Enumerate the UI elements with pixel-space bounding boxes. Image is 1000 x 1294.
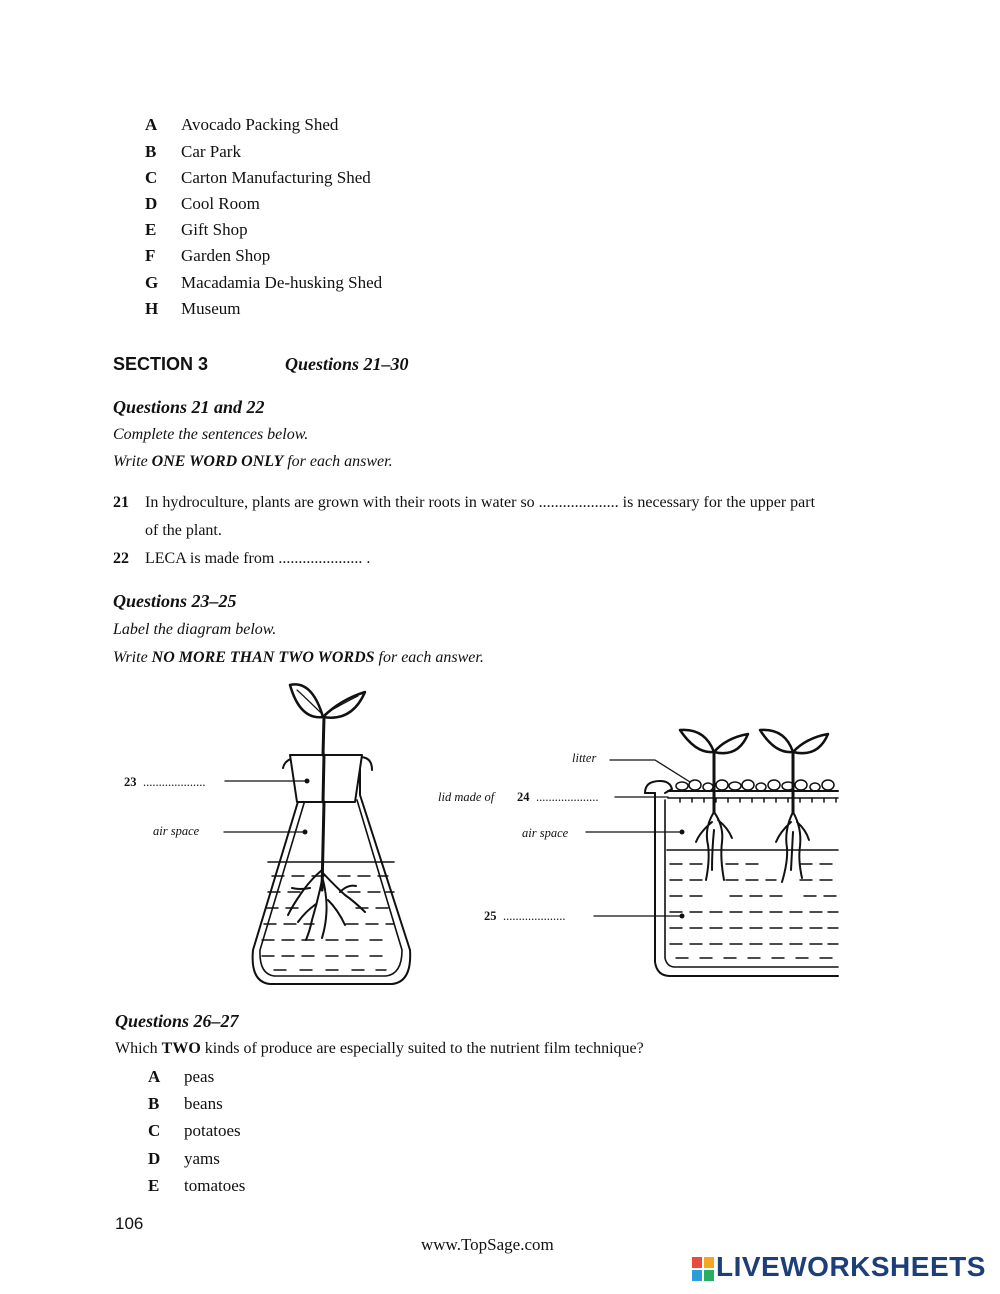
option-label-beans[interactable]: beans — [184, 1094, 223, 1113]
location-letter-d: D — [145, 194, 158, 213]
question-21-number: 21 — [113, 494, 129, 511]
option-label-potatoes[interactable]: potatoes — [184, 1121, 241, 1140]
option-letter-d[interactable]: D — [148, 1149, 161, 1168]
question-22-number: 22 — [113, 550, 129, 567]
flask-cup — [290, 755, 362, 802]
flask-diagram — [224, 684, 410, 984]
footer-url: www.TopSage.com — [421, 1235, 554, 1254]
tank-water-dashes — [670, 864, 838, 958]
q23-25-instruction-2: Write NO MORE THAN TWO WORDS for each answer. — [113, 649, 484, 666]
flask-water-dashes — [262, 876, 394, 970]
flask-roots — [288, 870, 365, 940]
page-number: 106 — [115, 1214, 144, 1233]
location-letter-a: A — [145, 115, 158, 134]
location-label-g: Macadamia De-husking Shed — [181, 273, 383, 292]
option-letter-a[interactable]: A — [148, 1067, 161, 1086]
flask-lip-right — [360, 757, 372, 770]
question-21-text-line2: of the plant. — [145, 522, 222, 539]
section-title: SECTION 3 — [113, 354, 209, 374]
option-letter-b[interactable]: B — [148, 1094, 160, 1113]
location-letter-h: H — [145, 299, 159, 318]
q26-27-question: Which TWO kinds of produce are especially suited to the nutrient film technique? — [115, 1040, 644, 1057]
location-letter-e: E — [145, 220, 157, 239]
answer-25-blank[interactable]: .................... — [503, 909, 566, 923]
section-question-range: Questions 21–30 — [285, 354, 409, 374]
label-23-number: 23 — [124, 775, 137, 789]
liveworksheets-brand-text: LIVEWORKSHEETS — [716, 1251, 986, 1282]
location-letter-b: B — [145, 142, 157, 161]
liveworksheets-logo — [692, 1251, 992, 1285]
location-label-b: Car Park — [181, 142, 241, 161]
liveworksheets-logo-icon — [692, 1257, 714, 1281]
q26-27-heading: Questions 26–27 — [115, 1011, 239, 1031]
tank-outer — [655, 793, 838, 976]
flask-inner — [260, 800, 402, 976]
label-24-number: 24 — [517, 790, 530, 804]
label-litter: litter — [572, 751, 597, 765]
option-label-tomatoes[interactable]: tomatoes — [184, 1176, 246, 1195]
flask-leaf-veins — [297, 690, 358, 714]
tank-plant-1 — [680, 730, 748, 880]
location-label-a: Avocado Packing Shed — [181, 115, 339, 134]
option-label-yams[interactable]: yams — [184, 1149, 220, 1168]
label-lid-made-of: lid made of — [438, 790, 495, 804]
question-22-text: LECA is made from ..................... . — [145, 550, 371, 567]
answer-23-blank[interactable]: .................... — [143, 775, 206, 789]
location-label-h: Museum — [181, 299, 241, 318]
flask-lip-left — [283, 757, 300, 768]
location-letter-g: G — [145, 273, 159, 292]
tank-rim — [645, 781, 672, 793]
option-label-peas[interactable]: peas — [184, 1067, 215, 1086]
label-air-space-right: air space — [522, 826, 569, 840]
q21-22-instruction-1: Complete the sentences below. — [113, 426, 309, 443]
flask-plant-stem-cup — [323, 755, 324, 802]
flask-outer — [253, 757, 411, 984]
tank-litter — [676, 780, 834, 791]
tank-plant-2 — [760, 730, 828, 882]
location-letter-f: F — [145, 246, 156, 265]
tank-inner — [665, 800, 838, 967]
q21-22-heading: Questions 21 and 22 — [113, 397, 265, 417]
location-label-d: Cool Room — [181, 194, 260, 213]
option-letter-c[interactable]: C — [148, 1121, 161, 1140]
flask-plant-stem — [322, 717, 324, 890]
question-21-text: In hydroculture, plants are grown with their roots in water so .................... is necessary for the upper part — [145, 494, 816, 511]
location-letter-c: C — [145, 168, 158, 187]
label-air-space-left: air space — [153, 824, 200, 838]
q21-22-instruction-2: Write ONE WORD ONLY for each answer. — [113, 453, 393, 470]
option-letter-e[interactable]: E — [148, 1176, 160, 1195]
label-25-number: 25 — [484, 909, 497, 923]
tank-lid-holes — [680, 798, 836, 802]
answer-24-blank[interactable]: .................... — [536, 790, 599, 804]
q23-25-instruction-1: Label the diagram below. — [113, 621, 277, 638]
flask-leaf-left — [290, 684, 323, 717]
q23-25-heading: Questions 23–25 — [113, 591, 237, 611]
flask-leaf-right — [323, 692, 365, 718]
tank-diagram — [586, 730, 838, 976]
leader-litter — [610, 760, 690, 782]
location-label-f: Garden Shop — [181, 246, 271, 265]
location-label-e: Gift Shop — [181, 220, 248, 239]
location-label-c: Carton Manufacturing Shed — [181, 168, 371, 187]
